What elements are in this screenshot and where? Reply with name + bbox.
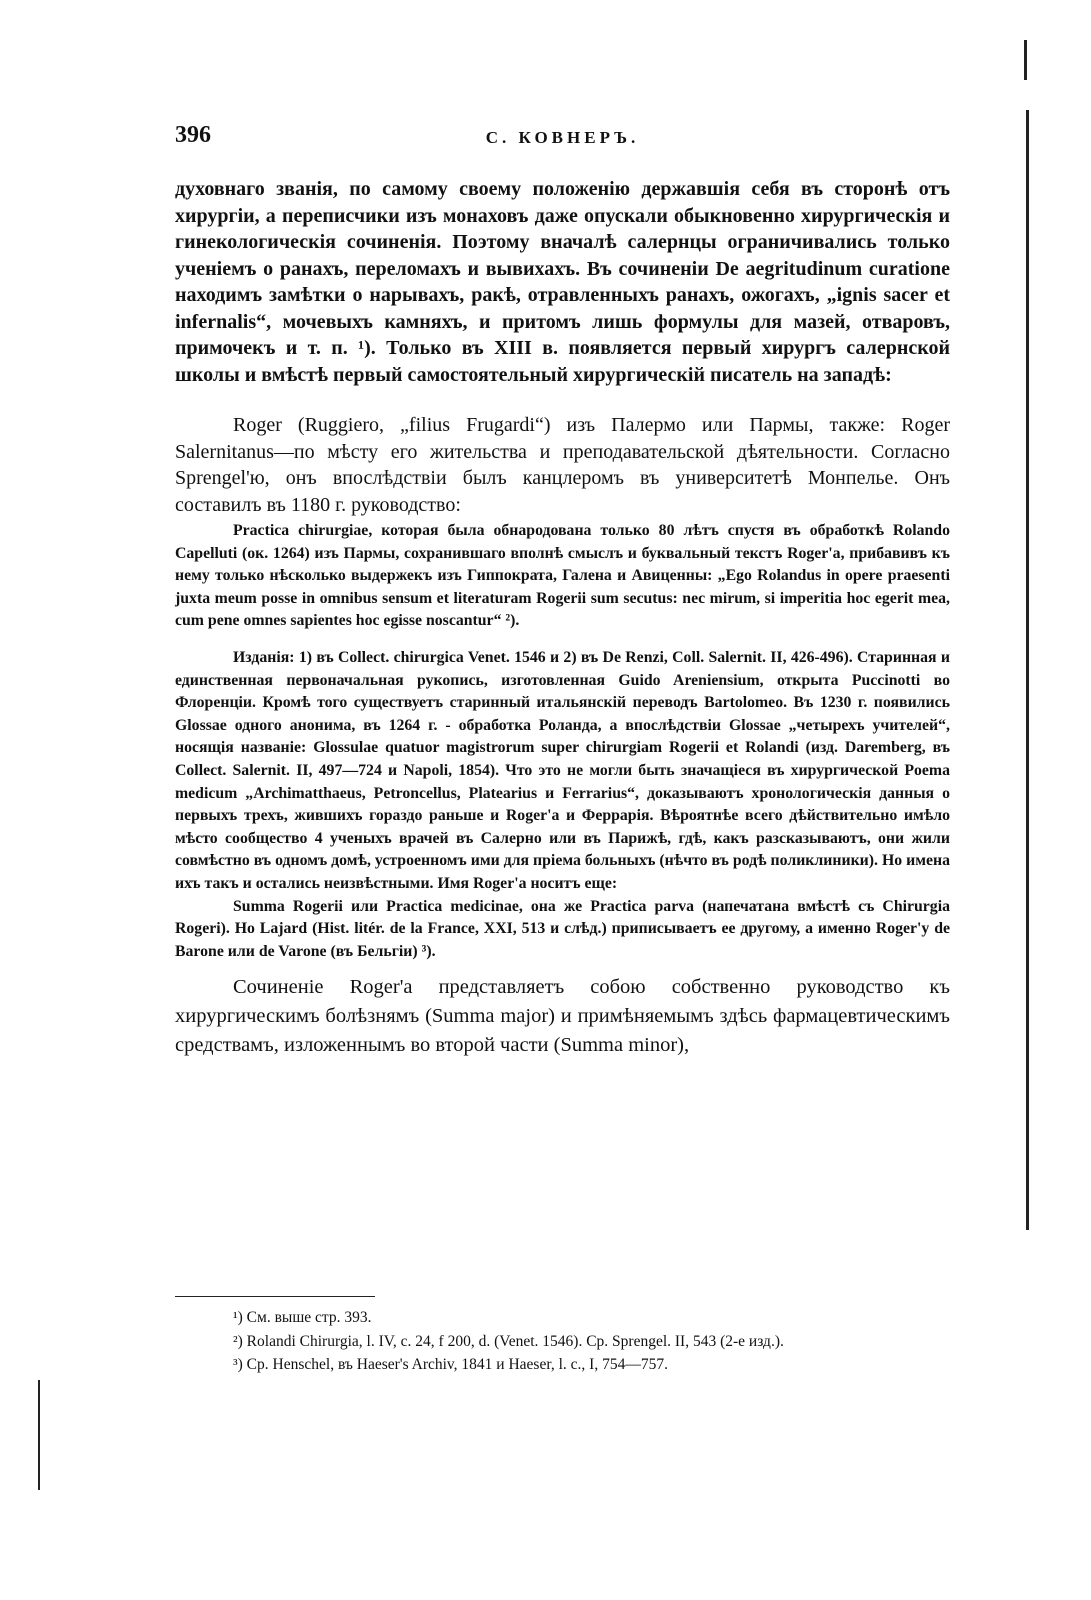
scan-edge-top-right [1024, 40, 1027, 80]
scan-edge-left [38, 1380, 40, 1490]
footnote-1: ¹) См. выше стр. 393. [233, 1309, 372, 1326]
paragraph-intro: духовнаго званія, по самому своему положенію державшія себя въ сторонѣ отъ хирургіи, а переписчики изъ монаховъ даже опускали обыкновенно хирургическія и гинекологическія сочиненія. Поэтому вначалѣ салернцы ограничивались только ученіемъ о ранахъ, переломахъ и вывихахъ. Въ сочиненіи De aegritudinum curatione находимъ замѣтки о нарывахъ, ракѣ, отравленныхъ ранахъ, ожогахъ, „ignis sacer et infernalis“, мочевыхъ камняхъ, и притомъ лишь формулы для мазей, отваровъ, примочекъ и т. п. ¹). Только въ XIII в. появляется первый хирургъ салернской школы и вмѣстѣ первый самостоятельный хирургическій писатель на западѣ: [175, 178, 950, 386]
page-header [175, 122, 950, 156]
paragraph-editions: Изданія: 1) въ Collect. chirurgica Venet. 1546 и 2) въ De Renzi, Coll. Salernit. II, 426-496). Старинная и единственная первоначальная рукопись, изготовленная Guido Areniensium, открыта Puccinotti во Флоренціи. Кромѣ того существуетъ старинный итальянскій переводъ Bartolomeo. Въ 1230 г. появились Glossae одного анонима, въ 1264 г. - обработка Роланда, а впослѣдствіи Glossae „четырехъ учителей“, носящія названіе: Glossulae quatuor magistrorum super chirurgiam Rogerii et Rolandi (изд. Daremberg, въ Collect. Salernit. II, 497—724 и Napoli, 1854). Что это не могли быть значащіеся въ хирургической Poema medicum „Archimatthaeus, Petroncellus, Platearius и Ferrarius“, доказываютъ хронологическія данныя о первыхъ трехъ, жившихъ гораздо раньше и Roger'а и Феррарія. Вѣроятнѣе всего дѣйствительно имѣло мѣсто сообщество 4 ученыхъ врачей въ Салерно или въ Парижѣ, гдѣ, какъ разсказываютъ, они жили совмѣстно въ одномъ домѣ, устроенномъ ими для пріема больныхъ (нѣчто въ родѣ поликлиники). Но имена ихъ такъ и остались неизвѣстными. Имя Roger'а носитъ еще: [175, 648, 950, 892]
footnote-3: ³) Cp. Henschel, въ Haeser's Archiv, 1841 и Haeser, l. c., I, 754—757. [233, 1356, 668, 1373]
paragraph-closing: Сочиненіе Roger'а представляетъ собою собственно руководство къ хирургическимъ болѣзнямъ (Summa major) и примѣняемымъ здѣсь фармацевтическимъ средствамъ, изложеннымъ во второй части (Summa minor), [175, 976, 950, 1057]
footnote-2: ²) Rolandi Chirurgia, l. IV, c. 24, f 200, d. (Venet. 1546). Cp. Sprengel. II, 543 (2-е изд.). [233, 1332, 784, 1350]
closing-text-block [175, 973, 950, 1060]
page-body [175, 176, 950, 1060]
page-number: 396 [175, 122, 211, 148]
footnote-rule [175, 1296, 375, 1297]
small-text-block [175, 520, 950, 963]
paragraph-practica: Practica chirurgiae, которая была обнародована только 80 лѣтъ спустя въ обработкѣ Rolando Capelluti (ок. 1264) изъ Пармы, сохранившаго вполнѣ смыслъ и буквальный текстъ Roger'а, прибавивъ къ нему только нѣсколько выдержекъ изъ Гиппократа, Галена и Авиценны: „Ego Rolandus in opere praesenti juxta meum posse in omnibus sensum et literaturam Rogerii sum secutus: nec mirum, si imperitia hoc egerit mea, cum pene omnes sapientes hoc egisse noscantur“ ²). [175, 522, 950, 630]
running-title: С. КОВНЕРЪ. [485, 128, 640, 147]
main-text-block [175, 176, 950, 518]
scan-edge-right [1026, 110, 1029, 1230]
paragraph-summa: Summa Rogerii или Practica medicinae, она же Practica parva (напечатана вмѣстѣ съ Chirurgia Rogeri). Но Lajard (Hist. litér. de la France, XXI, 513 и слѣд.) приписываетъ ее другому, а именно Roger'у de Barone или de Varone (въ Бельгіи) ³). [175, 897, 950, 960]
paragraph-roger: Roger (Ruggiero, „filius Frugardi“) изъ Палермо или Пармы, также: Roger Salernitanus—по мѣсту его жительства и преподавательской дѣятельности. Согласно Sprengel'ю, онъ впослѣдствіи былъ канцлеромъ въ университетѣ Монпелье. Онъ составилъ въ 1180 г. руководство: [175, 414, 950, 516]
footnotes [175, 1306, 950, 1377]
